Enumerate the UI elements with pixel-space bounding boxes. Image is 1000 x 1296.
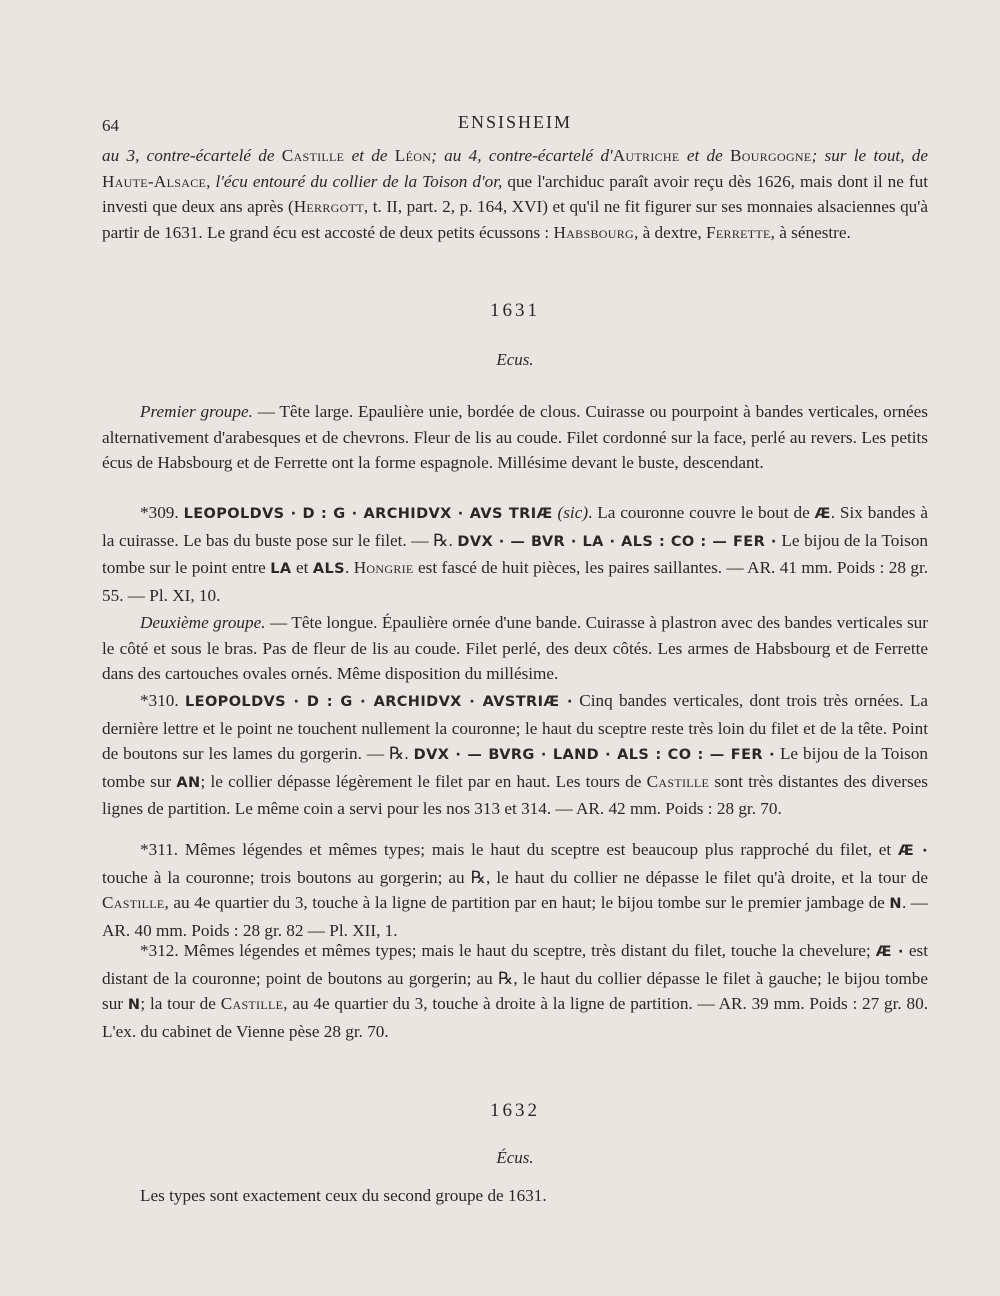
group-2-paragraph: Deuxième groupe. — Tête longue. Épaulière ornée d'une bande. Cuirasse à plastron avec des bandes verticales sur le côté et sous le bras. Pas de fleur de lis au coude. Filet perlé, des deux côtés. Les armes de Habsbourg et de Ferrette dans des cartouches ovales ornés. Même disposition du millésime. — [102, 613, 928, 683]
paragraph-1632: Les types sont exactement ceux du second groupe de 1631. — [140, 1186, 547, 1205]
section-subtitle-1631: Ecus. — [496, 350, 534, 369]
intro-paragraph: au 3, contre-écartelé de Castille et de Léon; au 4, contre-écartelé d'Autriche et de Bourgogne; sur le tout, de Haute-Alsace, l'écu entouré du collier de la Toison d'or, que l'archiduc paraît avoir reçu dès 1626, mais dont il ne fut investi que deux ans après (Herrgott, t. II, part. 2, p. 164, XVI) et qu'il ne fit figurer sur ses monnaies alsaciennes qu'à partir de 1631. Le grand écu est accosté de deux petits écussons : Habsbourg, à dextre, Ferrette, à sénestre. — [102, 146, 928, 242]
section-year-1631: 1631 — [490, 300, 540, 321]
section-year-1632: 1632 — [490, 1100, 540, 1121]
entry-312: *312. Mêmes légendes et mêmes types; mais le haut du sceptre, très distant du filet, touche la chevelure; Æ · est distant de la couronne; point de boutons au gorgerin; au ℞, le haut du collier dépasse le filet à gauche; le bijou tombe sur N; la tour de Castille, au 4e quartier du 3, touche à droite à la ligne de partition. — AR. 39 mm. Poids : 27 gr. 80. L'ex. du cabinet de Vienne pèse 28 gr. 70. — [102, 941, 929, 1041]
entry-310: *310. LEOPOLDVS · D : G · ARCHIDVX · AVSTRIÆ · Cinq bandes verticales, dont trois très ornées. La dernière lettre et le point ne touchent nullement la couronne; le haut du sceptre reste très loin du filet et de la tête. Point de boutons sur les lames du gorgerin. — ℞. DVX · — BVRG · LAND · ALS : CO : — FER · Le bijou de la Toison tombe sur AN; le collier dépasse légèrement le filet par en haut. Les tours de Castille sont très distantes des diverses lignes de partition. Le même coin a servi pour les nos 313 et 314. — AR. 42 mm. Poids : 28 gr. 70. — [102, 691, 929, 818]
entry-309: *309. LEOPOLDVS · D : G · ARCHIDVX · AVS TRIÆ (sic). La couronne couvre le bout de Æ. Six bandes à la cuirasse. Le bas du buste pose sur le filet. — ℞. DVX · — BVR · LA · ALS : CO : — FER · Le bijou de la Toison tombe sur le point entre LA et ALS. Hongrie est fascé de huit pièces, les paires saillantes. — AR. 41 mm. Poids : 28 gr. 55. — Pl. XI, 10. — [102, 503, 929, 605]
entry-311: *311. Mêmes légendes et mêmes types; mais le haut du sceptre est beaucoup plus rapproché du filet, et Æ · touche à la couronne; trois boutons au gorgerin; au ℞, le haut du collier ne dépasse le filet qu'à droite, et la tour de Castille, au 4e quartier du 3, touche à la ligne de partition par en haut; le bijou tombe sur le premier jambage de N. — AR. 40 mm. Poids : 28 gr. 82 — Pl. XII, 1. — [102, 840, 929, 940]
section-subtitle-1632: Écus. — [496, 1148, 534, 1167]
group-1-paragraph: Premier groupe. — Tête large. Epaulière unie, bordée de clous. Cuirasse ou pourpoint à bandes verticales, ornées alternativement d'arabesques et de chevrons. Fleur de lis au coude. Filet cordonné sur la face, perlé au revers. Les petits écus de Habsbourg et de Ferrette ont la forme espagnole. Millésime devant le buste, descendant. — [102, 402, 928, 472]
page-number: 64 — [102, 116, 119, 135]
running-title: ENSISHEIM — [457, 112, 572, 132]
